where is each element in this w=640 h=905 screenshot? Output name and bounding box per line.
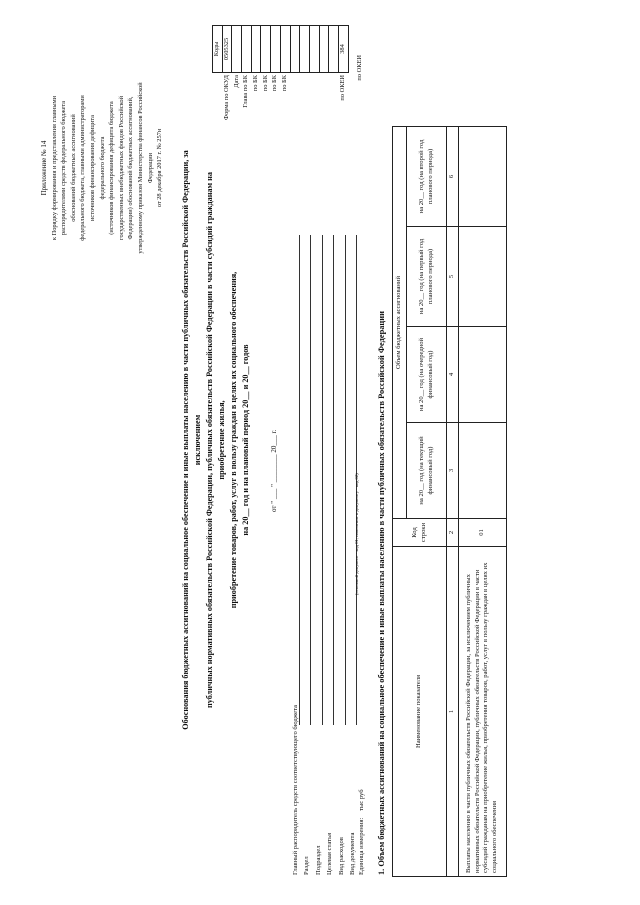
appendix-line: федерального бюджета [98,136,106,200]
field-label: Подраздел [314,845,322,875]
code-label-bk: по БК [271,75,279,92]
col-header-year-next: на 20__ год (на очередной финансовый год) [407,327,447,423]
code-cell [251,26,261,73]
col-number: 3 [447,423,459,519]
col-number: 6 [447,126,459,226]
field-label: Раздел [303,856,310,875]
title-line: на 20__ год и на плановый период 20__ и 20__ годов [241,344,250,536]
col-number: 2 [447,519,459,547]
unit-label: Единица измерения: [358,817,365,875]
appendix-line: утвержденному приказом Министерства финансов Российской [136,82,144,254]
row-value [458,126,506,226]
appendix-line: источников финансирования дефицита [88,115,96,221]
code-cell [261,26,271,73]
header-fields [288,235,357,875]
appendix-line: от 28 декабря 2017 г. № 257н [156,128,164,208]
unit-of-measure [358,789,365,875]
col-number: 5 [447,227,459,327]
col-header-year-plan1: на 20__ год (на первый год планового периода) [407,227,447,327]
col-number: 1 [447,547,459,877]
field-expense-type [334,235,346,875]
col-number: 4 [447,327,459,423]
code-cell [300,26,310,73]
appendix-header [40,18,165,318]
row-code: 01 [458,519,506,547]
section-title: 1. Объем бюджетных ассигнований на социальное обеспечение и иные выплаты населению в части публичных обязательств Российской Федерации [377,311,386,875]
col-header-code: Код строки [393,519,447,547]
code-label-bk: по БК [261,75,269,92]
field-label: Главный распорядитель средств соответствующего бюджета [291,705,299,875]
budget-table [392,126,507,877]
document-title [180,150,252,730]
field-main-manager [288,235,300,875]
field-target-article [323,235,335,875]
code-okud: 0505325 [222,26,232,73]
field-label: Вид расходов [337,837,345,875]
appendix-line: Федерации [146,152,154,184]
codes-table [212,25,349,73]
appendix-line: обоснований бюджетных ассигнований [69,114,77,222]
code-cell [309,26,319,73]
appendix-line: к Порядку формирования и представления главными [50,95,58,241]
unit-value: тыс руб [358,789,365,812]
appendix-line: (источников финансирования дефицита бюджета [108,101,116,235]
okei-label: по ОКЕИ [356,55,363,81]
col-header-year-plan2: на 20__ год (на второй год планового периода) [407,126,447,226]
row-value [458,327,506,423]
code-cell [290,26,300,73]
col-header-name: Наименование показателя [393,547,447,877]
row-value [458,227,506,327]
field-section [300,235,312,875]
code-label-spacer [319,75,329,165]
code-cell [232,26,242,73]
col-header-volume: Объем бюджетных ассигнований [393,126,407,518]
code-label-spacer [290,75,300,165]
appendix-line: распорядителями средств федерального бюджета [60,100,68,236]
codes-header: Коды [213,26,223,73]
title-line: публичных нормативных обязательств Российской Федерации, публичных обязательств Российской Федерации в части субсидий гражданам на приобретение жилья, [205,172,226,708]
code-cell [242,26,252,73]
code-label-spacer [300,75,310,165]
title-line: Обоснования бюджетных ассигнований на социальное обеспечение и иные выплаты населению в части публичных обязательств Российской Федерации, за исключением [181,150,202,730]
code-label-spacer [309,75,319,165]
code-label-okud: Форма по ОКУД [223,75,230,120]
code-label-date: Дата [232,75,240,88]
appendix-title: Приложение № 14 [40,140,48,196]
row-label: Выплаты населению в части публичных обязательств Российской Федерации, за исключением публичных нормативных обязательств Российской Федерации, публичных обязательств Российской Федерации в части субсидий гражданам на приобретение жилья, приобретения товаров, работ, услуг в пользу граждан в целях их социального обеспечения [458,547,506,877]
appendix-line: государственных внебюджетных фондов Российской [117,95,125,241]
document-type-caption: (основной документ - код 01; изменение к документу - код 02) [354,473,359,595]
field-subsection [311,235,323,875]
code-label-glava: Глава по БК [242,75,250,108]
row-value [458,423,506,519]
code-label-bk: по БК [281,75,289,92]
code-cell [329,26,339,73]
appendix-line: Федерации) обоснований бюджетных ассигнований, [127,96,135,240]
code-label-okei: по ОКЕИ [339,75,347,101]
field-label: Целевая статья [326,832,333,875]
code-cell [280,26,290,73]
document-date: от " ___ " ________ 20___ г. [270,429,278,512]
field-label: Вид документа [349,832,356,875]
code-label-spacer [329,75,339,165]
col-header-year-current: на 20__ год (на текущий финансовый год) [407,423,447,519]
code-okei: 384 [338,26,348,73]
appendix-line: федерального бюджета, главными администраторами [79,95,87,241]
code-cell [271,26,281,73]
code-label-bk: по БК [252,75,260,92]
code-cell [319,26,329,73]
title-line: приобретение товаров, работ, услуг в пользу граждан в целях их социального обеспечения, [229,271,238,609]
